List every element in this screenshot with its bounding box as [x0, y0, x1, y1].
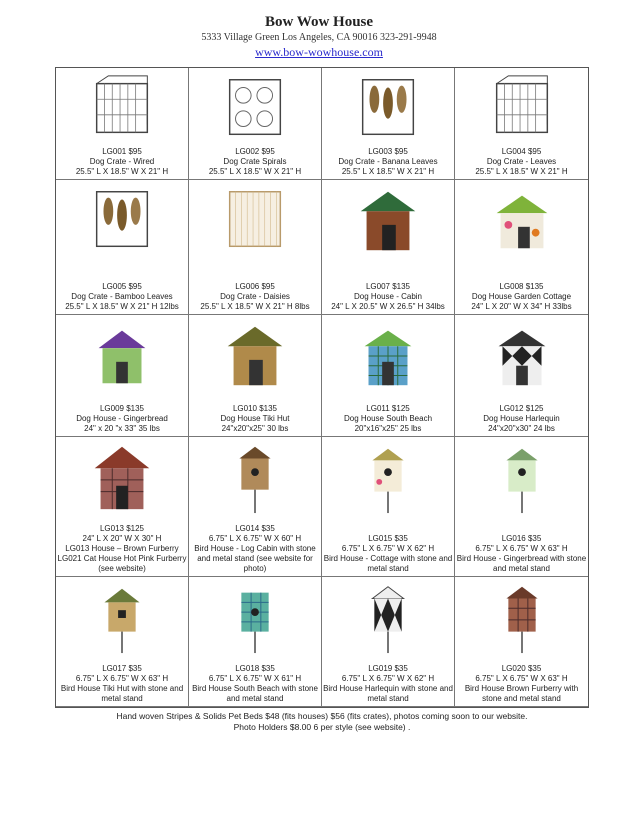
product-caption	[56, 282, 188, 312]
product-dims: Bird House South Beach with stone and metal stand	[192, 684, 318, 703]
product-dims: 25.5" L X 18.5" W X 21" H	[475, 167, 568, 176]
product-cell	[56, 437, 189, 577]
product-dims: 24" L X 20" W X 34" H 33lbs	[471, 302, 572, 311]
furberry-house-icon	[88, 439, 156, 515]
leaf-crate-icon	[88, 182, 156, 258]
spiral-crate-icon	[221, 70, 289, 146]
product-cell	[455, 315, 588, 437]
product-name: 24" L X 20" W X 30" H	[82, 534, 162, 543]
product-dims: Bird House Harlequin with stone and metal stand	[323, 684, 453, 703]
product-dims: 25.5" L X 18.5" W X 21" H	[208, 167, 302, 176]
product-cell	[455, 437, 588, 577]
product-dims: 24" x 20 "x 33" 35 lbs	[84, 424, 160, 433]
product-caption	[455, 534, 588, 574]
product-name: Dog House Garden Cottage	[471, 292, 572, 301]
leaf-crate-icon	[354, 70, 422, 146]
product-code: LG001 $95	[102, 147, 142, 156]
product-caption	[189, 524, 321, 574]
product-dims: 25.5" L X 18.5" W X 21" H	[341, 167, 435, 176]
product-code: LG020 $35	[501, 664, 542, 673]
product-code: LG018 $35	[235, 664, 275, 673]
product-dims: LG013 House – Brown Furberry	[65, 544, 179, 553]
product-code: LG002 $95	[235, 147, 275, 156]
product-cell	[455, 180, 588, 315]
product-code: LG005 $95	[102, 282, 142, 291]
product-dims: 24"x20"x30" 24 lbs	[488, 424, 555, 433]
product-dims: Bird House - Log Cabin with stone and metal stand (see website for photo)	[194, 544, 316, 573]
product-cell	[56, 315, 189, 437]
bird-beach-icon	[221, 579, 289, 655]
product-caption	[56, 147, 188, 177]
product-caption	[56, 524, 188, 574]
product-code: LG017 $35	[102, 664, 142, 673]
product-caption	[322, 534, 454, 574]
cottage-house-icon	[488, 182, 556, 258]
product-dims: Bird House Brown Furberry with stone and metal stand	[464, 684, 579, 703]
cabin-house-icon	[354, 182, 422, 258]
product-cell	[189, 180, 322, 315]
product-cell	[322, 180, 455, 315]
bird-cottage-icon	[354, 439, 422, 515]
product-cell	[322, 68, 455, 180]
product-code: LG004 $95	[501, 147, 542, 156]
product-dims: 25.5" L X 18.5" W X 21" H 12lbs	[65, 302, 179, 311]
product-dims: 25.5" L X 18.5" W X 21" H 8lbs	[200, 302, 310, 311]
footer-line-2: Photo Holders $8.00 6 per style (see website) .	[233, 722, 411, 732]
product-code: LG007 $135	[365, 282, 411, 291]
product-dims: 20"x16"x25" 25 lbs	[354, 424, 422, 433]
product-cell	[322, 577, 455, 707]
product-name: Dog House - Gingerbread	[76, 414, 168, 423]
product-caption	[322, 147, 454, 177]
product-code: LG016 $35	[501, 534, 542, 543]
product-caption	[322, 404, 454, 434]
product-dims: 24"x20"x25" 30 lbs	[221, 424, 289, 433]
bird-cabin-icon	[221, 439, 289, 515]
product-code: LG009 $135	[99, 404, 145, 413]
product-caption	[455, 282, 588, 312]
product-name: Dog Crate Spirals	[223, 157, 287, 166]
product-extra: LG021 Cat House Hot Pink Furberry (see website)	[57, 554, 187, 573]
product-caption	[189, 282, 321, 312]
product-name: Dog Crate - Leaves	[486, 157, 557, 166]
address-line: 5333 Village Green Los Angeles, CA 90016 323-291-9948	[201, 32, 437, 43]
product-code: LG012 $125	[499, 404, 544, 413]
product-code: LG008 $135	[499, 282, 544, 291]
product-name: 6.75" L X 6.75" W X 62" H	[341, 544, 435, 553]
product-code: LG006 $95	[235, 282, 275, 291]
bird-harlequin-icon	[354, 579, 422, 655]
product-code: LG015 $35	[368, 534, 408, 543]
product-dims: Bird House - Cottage with stone and metal stand	[323, 554, 453, 573]
product-cell	[56, 68, 189, 180]
product-dims: 25.5" L X 18.5" W X 21" H	[75, 167, 169, 176]
product-cell	[455, 68, 588, 180]
product-name: Dog Crate - Daisies	[220, 292, 290, 301]
product-cell	[189, 315, 322, 437]
product-caption	[455, 664, 588, 704]
product-name: Dog Crate - Banana Leaves	[338, 157, 438, 166]
product-code: LG013 $125	[99, 524, 145, 533]
product-name: Dog House - Cabin	[353, 292, 423, 301]
product-caption	[56, 664, 188, 704]
product-cell	[322, 315, 455, 437]
beach-house-icon	[354, 317, 422, 393]
product-caption	[455, 404, 588, 434]
product-cell	[189, 577, 322, 707]
product-code: LG010 $135	[232, 404, 278, 413]
gingerbread-house-icon	[88, 317, 156, 393]
product-cell	[56, 577, 189, 707]
product-name: 6.75" L X 6.75" W X 63" H	[475, 544, 568, 553]
product-caption	[189, 147, 321, 177]
daisy-crate-icon	[221, 182, 289, 258]
product-cell	[189, 437, 322, 577]
bird-furberry-icon	[488, 579, 556, 655]
product-cell	[455, 577, 588, 707]
product-code: LG011 $125	[366, 404, 410, 413]
page-title: Bow Wow House	[264, 14, 374, 30]
footer	[55, 711, 589, 733]
product-name: 6.75" L X 6.75" W X 61" H	[208, 674, 302, 683]
product-name: Dog Crate - Bamboo Leaves	[71, 292, 173, 301]
product-name: Dog House South Beach	[343, 414, 433, 423]
product-name: 6.75" L X 6.75" W X 62" H	[341, 674, 435, 683]
website-link[interactable]: www.bow-wowhouse.com	[255, 45, 383, 59]
product-name: Dog House Tiki Hut	[220, 414, 290, 423]
product-caption	[322, 282, 454, 312]
footer-line-1: Hand woven Stripes & Solids Pet Beds $48 (fits houses) $56 (fits crates), photos coming soon to our website.	[116, 711, 528, 721]
product-code: LG003 $95	[368, 147, 408, 156]
product-dims: Bird House Tiki Hut with stone and metal stand	[60, 684, 184, 703]
bird-tiki-icon	[88, 579, 156, 655]
product-code: LG019 $35	[368, 664, 408, 673]
product-name: 6.75" L X 6.75" W X 63" H	[75, 674, 169, 683]
product-caption	[56, 404, 188, 434]
wire-crate-icon	[88, 70, 156, 146]
harlequin-house-icon	[488, 317, 556, 393]
product-caption	[322, 664, 454, 704]
product-caption	[189, 404, 321, 434]
product-name: 6.75" L X 6.75" W X 63" H	[475, 674, 568, 683]
bird-gingerbread-icon	[488, 439, 556, 515]
product-caption	[455, 147, 588, 177]
product-name: 6.75" L X 6.75" W X 60" H	[208, 534, 302, 543]
product-cell	[189, 68, 322, 180]
product-name: Dog Crate - Wired	[89, 157, 155, 166]
product-code: LG014 $35	[235, 524, 275, 533]
tiki-house-icon	[221, 317, 289, 393]
product-grid	[55, 67, 589, 708]
product-dims: 24" L X 20.5" W X 26.5" H 34lbs	[331, 302, 445, 311]
product-caption	[189, 664, 321, 704]
wire-crate-icon	[488, 70, 556, 146]
product-cell	[56, 180, 189, 315]
product-cell	[322, 437, 455, 577]
product-name: Dog House Harlequin	[483, 414, 560, 423]
product-dims: Bird House - Gingerbread with stone and metal stand	[456, 554, 587, 573]
